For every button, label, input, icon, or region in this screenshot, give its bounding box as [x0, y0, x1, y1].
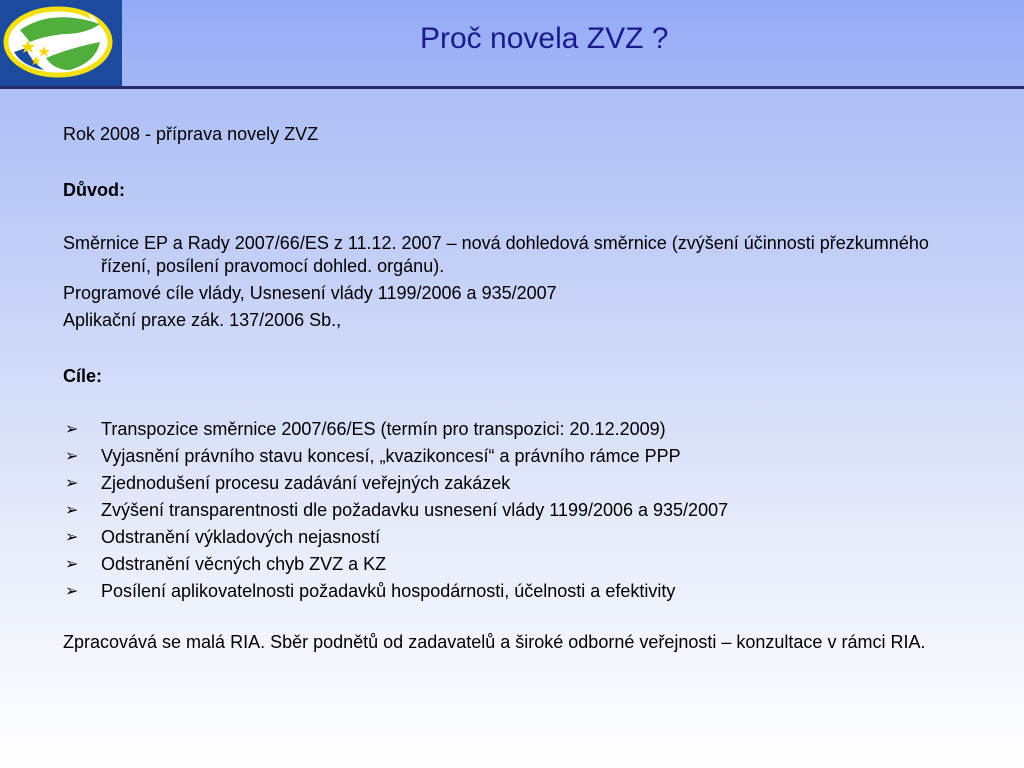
reason-item: Programové cíle vlády, Usnesení vlády 1199/2006 a 935/2007	[63, 283, 557, 303]
goal-text: Odstranění věcných chyb ZVZ a KZ	[101, 554, 387, 574]
goal-text: Posílení aplikovatelnosti požadavků hospodárnosti, účelnosti a efektivity	[101, 581, 676, 601]
goals-heading: Cíle:	[63, 366, 103, 386]
goal-text: Zvýšení transparentnosti dle požadavku usnesení vlády 1199/2006 a 935/2007	[101, 500, 729, 520]
reason-heading: Důvod:	[63, 180, 125, 200]
goal-item	[63, 499, 963, 522]
arrowhead-bullet-icon: ➢	[65, 529, 79, 546]
closing-text: Zpracovává se malá RIA. Sběr podnětů od zadavatelů a široké odborné veřejnosti – konzultace v rámci RIA.	[63, 632, 926, 652]
arrowhead-bullet-icon: ➢	[65, 583, 79, 600]
goal-item	[63, 580, 963, 603]
arrowhead-bullet-icon: ➢	[65, 556, 79, 573]
goal-text: Zjednodušení procesu zadávání veřejných zakázek	[101, 473, 511, 493]
goal-text: Odstranění výkladových nejasností	[101, 527, 381, 547]
goals-list	[63, 418, 963, 603]
arrowhead-bullet-icon: ➢	[65, 421, 79, 438]
slide-title: Proč novela ZVZ ?	[420, 22, 669, 55]
reason-item: Směrnice EP a Rady 2007/66/ES z 11.12. 2007 – nová dohledová směrnice (zvýšení účinnosti přezkumného řízení, posílení pravomocí dohled. orgánu).	[63, 233, 929, 276]
goal-item	[63, 445, 963, 468]
intro-text: Rok 2008 - příprava novely ZVZ	[63, 124, 319, 144]
goal-item	[63, 418, 963, 441]
goal-item	[63, 553, 963, 576]
goal-item	[63, 472, 963, 495]
header-divider	[0, 86, 1024, 89]
reason-item: Aplikační praxe zák. 137/2006 Sb.,	[63, 310, 342, 330]
slide-content	[63, 123, 963, 654]
goal-text: Transpozice směrnice 2007/66/ES (termín pro transpozici: 20.12.2009)	[101, 419, 666, 439]
goal-item	[63, 526, 963, 549]
goal-text: Vyjasnění právního stavu koncesí, „kvazikoncesí“ a právního rámce PPP	[101, 446, 681, 466]
arrowhead-bullet-icon: ➢	[65, 448, 79, 465]
eu-circle-logo-icon	[0, 0, 122, 86]
arrowhead-bullet-icon: ➢	[65, 475, 79, 492]
arrowhead-bullet-icon: ➢	[65, 502, 79, 519]
eu-logo	[0, 0, 122, 86]
